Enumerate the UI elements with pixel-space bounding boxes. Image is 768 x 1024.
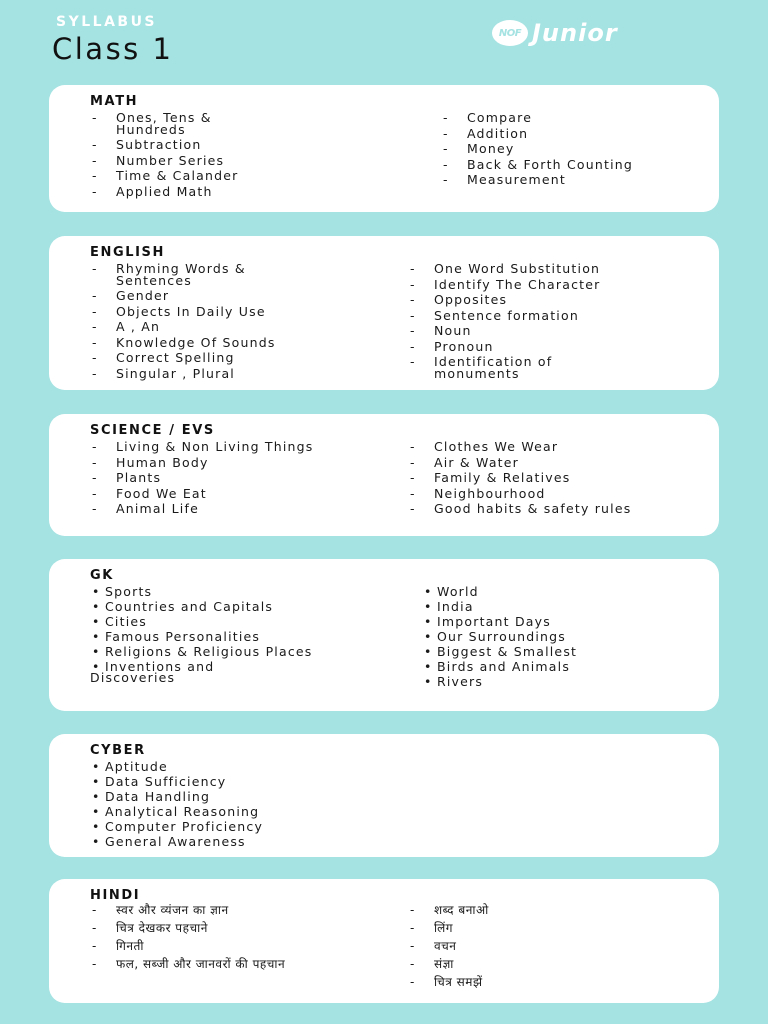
list-item: - चित्र देखकर पहचाने [90, 922, 380, 935]
science-left-list [90, 441, 360, 519]
list-item: • Data Handling [90, 791, 390, 802]
list-item: - Singular , Plural [90, 368, 360, 380]
cyber-card [49, 734, 719, 857]
list-item: - Noun [408, 325, 688, 337]
english-right-list [408, 263, 688, 383]
math-right-list [441, 112, 641, 190]
math-title: MATH [90, 94, 139, 109]
math-card [49, 85, 719, 212]
list-item: - Plants [90, 472, 360, 484]
list-item: - Number Series [90, 155, 280, 167]
list-item: - Identify The Character [408, 279, 688, 291]
list-item: - Sentence formation [408, 310, 688, 322]
eyebrow-label: SYLLABUS [56, 14, 158, 30]
list-item: - Food We Eat [90, 488, 360, 500]
list-item: - Money [441, 143, 641, 155]
page-title: Class 1 [52, 32, 174, 66]
list-item: • World [422, 586, 682, 597]
brand-logo [492, 18, 618, 48]
list-item: - Knowledge Of Sounds [90, 337, 360, 349]
gk-right-list [422, 586, 682, 691]
list-item: • Birds and Animals [422, 661, 682, 672]
list-item: • Analytical Reasoning [90, 806, 390, 817]
english-title: ENGLISH [90, 245, 165, 260]
list-item: • Computer Proficiency [90, 821, 390, 832]
page-header [0, 0, 768, 80]
list-item: - Applied Math [90, 186, 280, 198]
list-item: - Living & Non Living Things [90, 441, 360, 453]
science-title: SCIENCE / EVS [90, 423, 215, 438]
science-right-list [408, 441, 688, 519]
list-item: - चित्र समझें [408, 976, 668, 989]
list-item: • India [422, 601, 682, 612]
list-item: • Inventions and Discoveries [90, 661, 290, 683]
list-item: - Subtraction [90, 139, 280, 151]
list-item: • Data Sufficiency [90, 776, 390, 787]
list-item: - गिनती [90, 940, 380, 953]
list-item: - संज्ञा [408, 958, 668, 971]
gk-left-list [90, 586, 350, 687]
list-item: - Animal Life [90, 503, 360, 515]
list-item: - A , An [90, 321, 360, 333]
list-item: - Identification of monuments [408, 356, 688, 379]
science-card [49, 414, 719, 536]
list-item: - Air & Water [408, 457, 688, 469]
list-item: - वचन [408, 940, 668, 953]
gk-title: GK [90, 568, 114, 583]
list-item: • Aptitude [90, 761, 390, 772]
list-item: - स्वर और व्यंजन का ज्ञान [90, 904, 380, 917]
list-item: - Clothes We Wear [408, 441, 688, 453]
list-item: - फल, सब्जी और जानवरों की पहचान [90, 958, 380, 971]
hindi-left-list [90, 904, 380, 976]
list-item: • Religions & Religious Places [90, 646, 330, 657]
list-item: - Ones, Tens & Hundreds [90, 112, 280, 135]
list-item: • Countries and Capitals [90, 601, 350, 612]
list-item: - Compare [441, 112, 641, 124]
list-item: • Important Days [422, 616, 682, 627]
list-item: - Back & Forth Counting [441, 159, 641, 171]
hindi-card [49, 879, 719, 1003]
hindi-right-list [408, 904, 668, 994]
english-card [49, 236, 719, 390]
gk-card [49, 559, 719, 711]
list-item: • Sports [90, 586, 350, 597]
list-item: • Rivers [422, 676, 682, 687]
list-item: - Good habits & safety rules [408, 503, 688, 515]
list-item: - Correct Spelling [90, 352, 360, 364]
list-item: - Opposites [408, 294, 688, 306]
list-item: - Family & Relatives [408, 472, 688, 484]
list-item: • Cities [90, 616, 350, 627]
list-item: - Addition [441, 128, 641, 140]
list-item: - Neighbourhood [408, 488, 688, 500]
list-item: - Measurement [441, 174, 641, 186]
list-item: - Pronoun [408, 341, 688, 353]
math-left-list [90, 112, 280, 201]
cyber-title: CYBER [90, 743, 146, 758]
hindi-title: HINDI [90, 888, 141, 903]
list-item: - Human Body [90, 457, 360, 469]
list-item: - लिंग [408, 922, 668, 935]
list-item: - Time & Calander [90, 170, 280, 182]
list-item: • General Awareness [90, 836, 390, 847]
list-item: • Biggest & Smallest [422, 646, 682, 657]
list-item: - Rhyming Words & Sentences [90, 263, 360, 286]
logo-text: Junior [532, 19, 618, 47]
list-item: • Our Surroundings [422, 631, 682, 642]
list-item: • Famous Personalities [90, 631, 350, 642]
english-left-list [90, 263, 360, 383]
list-item: - Gender [90, 290, 360, 302]
list-item: - Objects In Daily Use [90, 306, 360, 318]
list-item: - शब्द बनाओ [408, 904, 668, 917]
list-item: - One Word Substitution [408, 263, 688, 275]
logo-badge: NOF [492, 20, 528, 46]
cyber-list [90, 761, 390, 851]
